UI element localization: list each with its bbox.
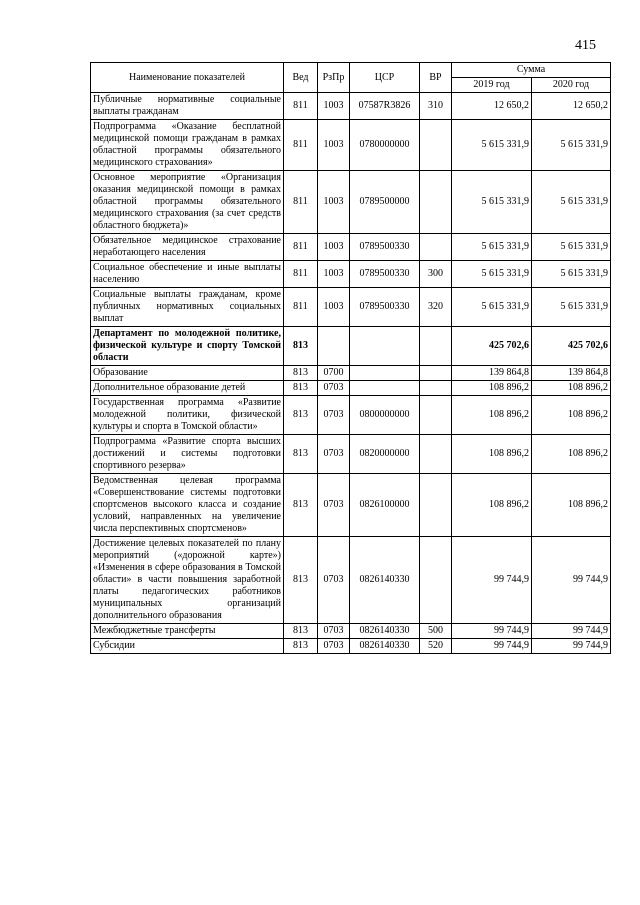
cell-name: Публичные нормативные социальные выплаты гражданам <box>91 93 284 120</box>
cell-rzpr: 0703 <box>318 396 350 435</box>
cell-ved: 813 <box>284 327 318 366</box>
cell-2020: 99 744,9 <box>532 639 611 654</box>
cell-rzpr: 0703 <box>318 381 350 396</box>
cell-vr: 310 <box>420 93 452 120</box>
cell-2020: 5 615 331,9 <box>532 261 611 288</box>
cell-ved: 811 <box>284 261 318 288</box>
cell-vr: 520 <box>420 639 452 654</box>
cell-rzpr: 1003 <box>318 120 350 171</box>
cell-ved: 811 <box>284 234 318 261</box>
cell-vr <box>420 381 452 396</box>
cell-rzpr: 1003 <box>318 288 350 327</box>
cell-rzpr: 1003 <box>318 261 350 288</box>
cell-name: Субсидии <box>91 639 284 654</box>
header-csr: ЦСР <box>350 63 420 93</box>
cell-ved: 813 <box>284 366 318 381</box>
header-ved: Вед <box>284 63 318 93</box>
cell-rzpr: 0703 <box>318 624 350 639</box>
cell-2020: 108 896,2 <box>532 396 611 435</box>
table-row <box>91 639 611 654</box>
cell-2019: 99 744,9 <box>452 624 532 639</box>
cell-vr <box>420 396 452 435</box>
cell-2019: 5 615 331,9 <box>452 171 532 234</box>
cell-rzpr <box>318 327 350 366</box>
table-row <box>91 396 611 435</box>
cell-csr: 07587R3826 <box>350 93 420 120</box>
cell-csr: 0826140330 <box>350 537 420 624</box>
cell-name: Обязательное медицинское страхование неработающего населения <box>91 234 284 261</box>
cell-csr: 0826140330 <box>350 639 420 654</box>
table-row <box>91 327 611 366</box>
cell-ved: 813 <box>284 381 318 396</box>
table-row <box>91 120 611 171</box>
cell-ved: 811 <box>284 93 318 120</box>
cell-rzpr: 0703 <box>318 435 350 474</box>
cell-csr: 0789500000 <box>350 171 420 234</box>
cell-vr <box>420 537 452 624</box>
header-name: Наименование показателей <box>91 63 284 93</box>
cell-csr: 0820000000 <box>350 435 420 474</box>
cell-rzpr: 1003 <box>318 234 350 261</box>
cell-csr <box>350 327 420 366</box>
cell-ved: 811 <box>284 288 318 327</box>
cell-vr <box>420 474 452 537</box>
cell-2019: 108 896,2 <box>452 435 532 474</box>
cell-ved: 813 <box>284 396 318 435</box>
cell-vr <box>420 234 452 261</box>
cell-2019: 5 615 331,9 <box>452 120 532 171</box>
cell-rzpr: 0703 <box>318 537 350 624</box>
table-row <box>91 474 611 537</box>
cell-2019: 5 615 331,9 <box>452 261 532 288</box>
cell-rzpr: 1003 <box>318 171 350 234</box>
table-row <box>91 234 611 261</box>
cell-name: Ведомственная целевая программа «Совершенствование системы подготовки спортсменов высокого класса и создание условий, направленных на увеличение числа перспективных спортсменов» <box>91 474 284 537</box>
cell-2019: 5 615 331,9 <box>452 234 532 261</box>
cell-2019: 425 702,6 <box>452 327 532 366</box>
cell-name: Достижение целевых показателей по плану мероприятий («дорожной карте») «Изменения в сфере образования в Томской области» в части повышения заработной платы педагогических работников муниципальных организаций дополнительного образования <box>91 537 284 624</box>
cell-name: Образование <box>91 366 284 381</box>
cell-rzpr: 0700 <box>318 366 350 381</box>
cell-2020: 99 744,9 <box>532 624 611 639</box>
cell-vr <box>420 435 452 474</box>
cell-2019: 108 896,2 <box>452 381 532 396</box>
cell-csr: 0826140330 <box>350 624 420 639</box>
header-2020: 2020 год <box>532 78 611 93</box>
header-sum: Сумма <box>452 63 611 78</box>
table-row <box>91 381 611 396</box>
cell-csr <box>350 381 420 396</box>
table-row <box>91 366 611 381</box>
cell-vr <box>420 327 452 366</box>
cell-vr: 300 <box>420 261 452 288</box>
table-row <box>91 171 611 234</box>
cell-csr: 0789500330 <box>350 288 420 327</box>
cell-ved: 813 <box>284 435 318 474</box>
cell-ved: 813 <box>284 474 318 537</box>
cell-rzpr: 0703 <box>318 639 350 654</box>
cell-2020: 108 896,2 <box>532 474 611 537</box>
cell-vr <box>420 171 452 234</box>
cell-name: Государственная программа «Развитие молодежной политики, физической культуры и спорта в Томской области» <box>91 396 284 435</box>
cell-2019: 5 615 331,9 <box>452 288 532 327</box>
cell-vr: 320 <box>420 288 452 327</box>
cell-2020: 108 896,2 <box>532 435 611 474</box>
cell-2020: 5 615 331,9 <box>532 171 611 234</box>
cell-ved: 811 <box>284 120 318 171</box>
cell-csr: 0780000000 <box>350 120 420 171</box>
table-row <box>91 537 611 624</box>
cell-2020: 5 615 331,9 <box>532 234 611 261</box>
cell-2020: 5 615 331,9 <box>532 120 611 171</box>
cell-ved: 811 <box>284 171 318 234</box>
cell-2019: 12 650,2 <box>452 93 532 120</box>
table-row <box>91 261 611 288</box>
cell-csr <box>350 366 420 381</box>
cell-csr: 0789500330 <box>350 261 420 288</box>
cell-rzpr: 0703 <box>318 474 350 537</box>
cell-2019: 99 744,9 <box>452 639 532 654</box>
cell-vr: 500 <box>420 624 452 639</box>
page-number: 415 <box>575 38 596 53</box>
cell-2019: 108 896,2 <box>452 396 532 435</box>
cell-2019: 139 864,8 <box>452 366 532 381</box>
cell-ved: 813 <box>284 639 318 654</box>
table-row <box>91 93 611 120</box>
header-vr: ВР <box>420 63 452 93</box>
cell-ved: 813 <box>284 537 318 624</box>
cell-2020: 425 702,6 <box>532 327 611 366</box>
cell-csr: 0826100000 <box>350 474 420 537</box>
cell-name: Социальные выплаты гражданам, кроме публичных нормативных социальных выплат <box>91 288 284 327</box>
cell-name: Социальное обеспечение и иные выплаты населению <box>91 261 284 288</box>
table-body <box>91 93 611 654</box>
cell-2020: 5 615 331,9 <box>532 288 611 327</box>
table-row <box>91 435 611 474</box>
header-2019: 2019 год <box>452 78 532 93</box>
cell-2019: 99 744,9 <box>452 537 532 624</box>
cell-rzpr: 1003 <box>318 93 350 120</box>
cell-vr <box>420 120 452 171</box>
cell-2019: 108 896,2 <box>452 474 532 537</box>
cell-csr: 0789500330 <box>350 234 420 261</box>
cell-2020: 139 864,8 <box>532 366 611 381</box>
cell-name: Межбюджетные трансферты <box>91 624 284 639</box>
cell-name: Дополнительное образование детей <box>91 381 284 396</box>
header-rzpr: РзПр <box>318 63 350 93</box>
cell-name: Подпрограмма «Развитие спорта высших достижений и системы подготовки спортивного резерва» <box>91 435 284 474</box>
cell-name: Департамент по молодежной политике, физической культуре и спорту Томской области <box>91 327 284 366</box>
cell-name: Основное мероприятие «Организация оказания медицинской помощи в рамках областной программы обязательного медицинского страхования (за счет средств областного бюджета)» <box>91 171 284 234</box>
cell-ved: 813 <box>284 624 318 639</box>
cell-vr <box>420 366 452 381</box>
cell-csr: 0800000000 <box>350 396 420 435</box>
cell-2020: 108 896,2 <box>532 381 611 396</box>
cell-2020: 99 744,9 <box>532 537 611 624</box>
budget-table <box>90 62 611 654</box>
cell-2020: 12 650,2 <box>532 93 611 120</box>
cell-name: Подпрограмма «Оказание бесплатной медицинской помощи гражданам в рамках областной программы обязательного медицинского страхования» <box>91 120 284 171</box>
table-row <box>91 624 611 639</box>
table-row <box>91 288 611 327</box>
